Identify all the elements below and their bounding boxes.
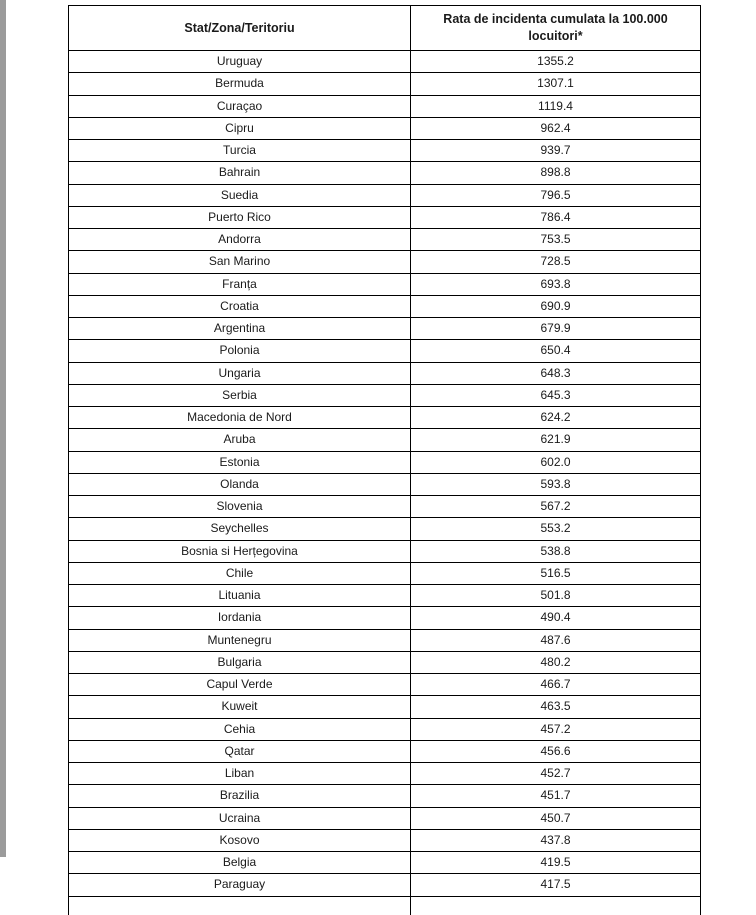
table-row — [69, 852, 701, 874]
territory-cell: Bermuda — [69, 73, 411, 95]
incidence-rate-cell: 898.8 — [411, 162, 701, 184]
table-row — [69, 496, 701, 518]
incidence-table — [68, 5, 701, 915]
table-row — [69, 451, 701, 473]
header-cell-territory: Stat/Zona/Teritoriu — [69, 6, 411, 51]
territory-cell: Slovenia — [69, 496, 411, 518]
territory-cell: Puerto Rico — [69, 206, 411, 228]
header-cell-incidence-rate: Rata de incidenta cumulata la 100.000 locuitori* — [411, 6, 701, 51]
table-row — [69, 829, 701, 851]
table-row — [69, 206, 701, 228]
table-row — [69, 384, 701, 406]
table-header — [69, 6, 701, 51]
table-row — [69, 718, 701, 740]
incidence-rate-cell: 753.5 — [411, 229, 701, 251]
partial-cell-territory — [69, 896, 411, 915]
table-row — [69, 629, 701, 651]
table-row — [69, 273, 701, 295]
table-row — [69, 651, 701, 673]
territory-cell: Muntenegru — [69, 629, 411, 651]
incidence-rate-cell: 567.2 — [411, 496, 701, 518]
territory-cell: Kosovo — [69, 829, 411, 851]
territory-cell: Iordania — [69, 607, 411, 629]
territory-cell: Aruba — [69, 429, 411, 451]
table-row — [69, 229, 701, 251]
incidence-rate-cell: 648.3 — [411, 362, 701, 384]
territory-cell: Seychelles — [69, 518, 411, 540]
table-row — [69, 763, 701, 785]
incidence-rate-cell: 624.2 — [411, 407, 701, 429]
incidence-rate-cell: 962.4 — [411, 117, 701, 139]
territory-cell: Kuweit — [69, 696, 411, 718]
incidence-rate-cell: 796.5 — [411, 184, 701, 206]
territory-cell: Bulgaria — [69, 651, 411, 673]
partial-clipped-row — [69, 896, 701, 915]
table-row — [69, 674, 701, 696]
table-row — [69, 874, 701, 896]
table-row — [69, 184, 701, 206]
territory-cell: Belgia — [69, 852, 411, 874]
incidence-rate-cell: 645.3 — [411, 384, 701, 406]
incidence-rate-cell: 457.2 — [411, 718, 701, 740]
table-row — [69, 295, 701, 317]
incidence-rate-cell: 939.7 — [411, 140, 701, 162]
incidence-rate-cell: 728.5 — [411, 251, 701, 273]
incidence-rate-cell: 593.8 — [411, 473, 701, 495]
table-row — [69, 140, 701, 162]
incidence-rate-cell: 679.9 — [411, 318, 701, 340]
incidence-rate-cell: 490.4 — [411, 607, 701, 629]
territory-cell: Ungaria — [69, 362, 411, 384]
table-row — [69, 807, 701, 829]
incidence-rate-cell: 417.5 — [411, 874, 701, 896]
table-row — [69, 318, 701, 340]
table-row — [69, 51, 701, 73]
incidence-rate-cell: 437.8 — [411, 829, 701, 851]
territory-cell: Capul Verde — [69, 674, 411, 696]
table-row — [69, 607, 701, 629]
territory-cell: Franța — [69, 273, 411, 295]
incidence-rate-cell: 690.9 — [411, 295, 701, 317]
territory-cell: Uruguay — [69, 51, 411, 73]
territory-cell: Estonia — [69, 451, 411, 473]
table-row — [69, 251, 701, 273]
incidence-rate-cell: 487.6 — [411, 629, 701, 651]
incidence-rate-cell: 538.8 — [411, 540, 701, 562]
incidence-rate-cell: 553.2 — [411, 518, 701, 540]
incidence-rate-cell: 786.4 — [411, 206, 701, 228]
territory-cell: Polonia — [69, 340, 411, 362]
table-row — [69, 162, 701, 184]
table-body-partial — [69, 896, 701, 915]
table-row — [69, 340, 701, 362]
territory-cell: Serbia — [69, 384, 411, 406]
table-row — [69, 740, 701, 762]
incidence-rate-cell: 466.7 — [411, 674, 701, 696]
territory-cell: Curaçao — [69, 95, 411, 117]
incidence-rate-cell: 1119.4 — [411, 95, 701, 117]
territory-cell: Bosnia si Herțegovina — [69, 540, 411, 562]
table-body — [69, 51, 701, 897]
territory-cell: Paraguay — [69, 874, 411, 896]
territory-cell: Qatar — [69, 740, 411, 762]
territory-cell: Liban — [69, 763, 411, 785]
table-row — [69, 785, 701, 807]
territory-cell: Cipru — [69, 117, 411, 139]
territory-cell: Brazilia — [69, 785, 411, 807]
table-row — [69, 585, 701, 607]
incidence-rate-cell: 1307.1 — [411, 73, 701, 95]
table-row — [69, 518, 701, 540]
incidence-rate-cell: 456.6 — [411, 740, 701, 762]
table-row — [69, 407, 701, 429]
table-row — [69, 696, 701, 718]
table-row — [69, 117, 701, 139]
incidence-rate-cell: 419.5 — [411, 852, 701, 874]
territory-cell: San Marino — [69, 251, 411, 273]
table-row — [69, 562, 701, 584]
territory-cell: Macedonia de Nord — [69, 407, 411, 429]
territory-cell: Turcia — [69, 140, 411, 162]
incidence-rate-cell: 516.5 — [411, 562, 701, 584]
territory-cell: Olanda — [69, 473, 411, 495]
incidence-rate-cell: 480.2 — [411, 651, 701, 673]
incidence-rate-cell: 1355.2 — [411, 51, 701, 73]
table-row — [69, 95, 701, 117]
incidence-rate-cell: 650.4 — [411, 340, 701, 362]
territory-cell: Ucraina — [69, 807, 411, 829]
header-row — [69, 6, 701, 51]
incidence-rate-cell: 693.8 — [411, 273, 701, 295]
territory-cell: Croatia — [69, 295, 411, 317]
incidence-rate-cell: 450.7 — [411, 807, 701, 829]
table-row — [69, 429, 701, 451]
incidence-rate-cell: 463.5 — [411, 696, 701, 718]
territory-cell: Cehia — [69, 718, 411, 740]
territory-cell: Suedia — [69, 184, 411, 206]
territory-cell: Argentina — [69, 318, 411, 340]
table-row — [69, 473, 701, 495]
territory-cell: Lituania — [69, 585, 411, 607]
table-row — [69, 73, 701, 95]
incidence-rate-cell: 452.7 — [411, 763, 701, 785]
partial-cell-value — [411, 896, 701, 915]
table-row — [69, 362, 701, 384]
territory-cell: Chile — [69, 562, 411, 584]
territory-cell: Bahrain — [69, 162, 411, 184]
incidence-rate-cell: 621.9 — [411, 429, 701, 451]
incidence-rate-cell: 451.7 — [411, 785, 701, 807]
incidence-rate-cell: 602.0 — [411, 451, 701, 473]
table-row — [69, 540, 701, 562]
incidence-rate-cell: 501.8 — [411, 585, 701, 607]
territory-cell: Andorra — [69, 229, 411, 251]
page-edge-strip — [0, 0, 6, 857]
